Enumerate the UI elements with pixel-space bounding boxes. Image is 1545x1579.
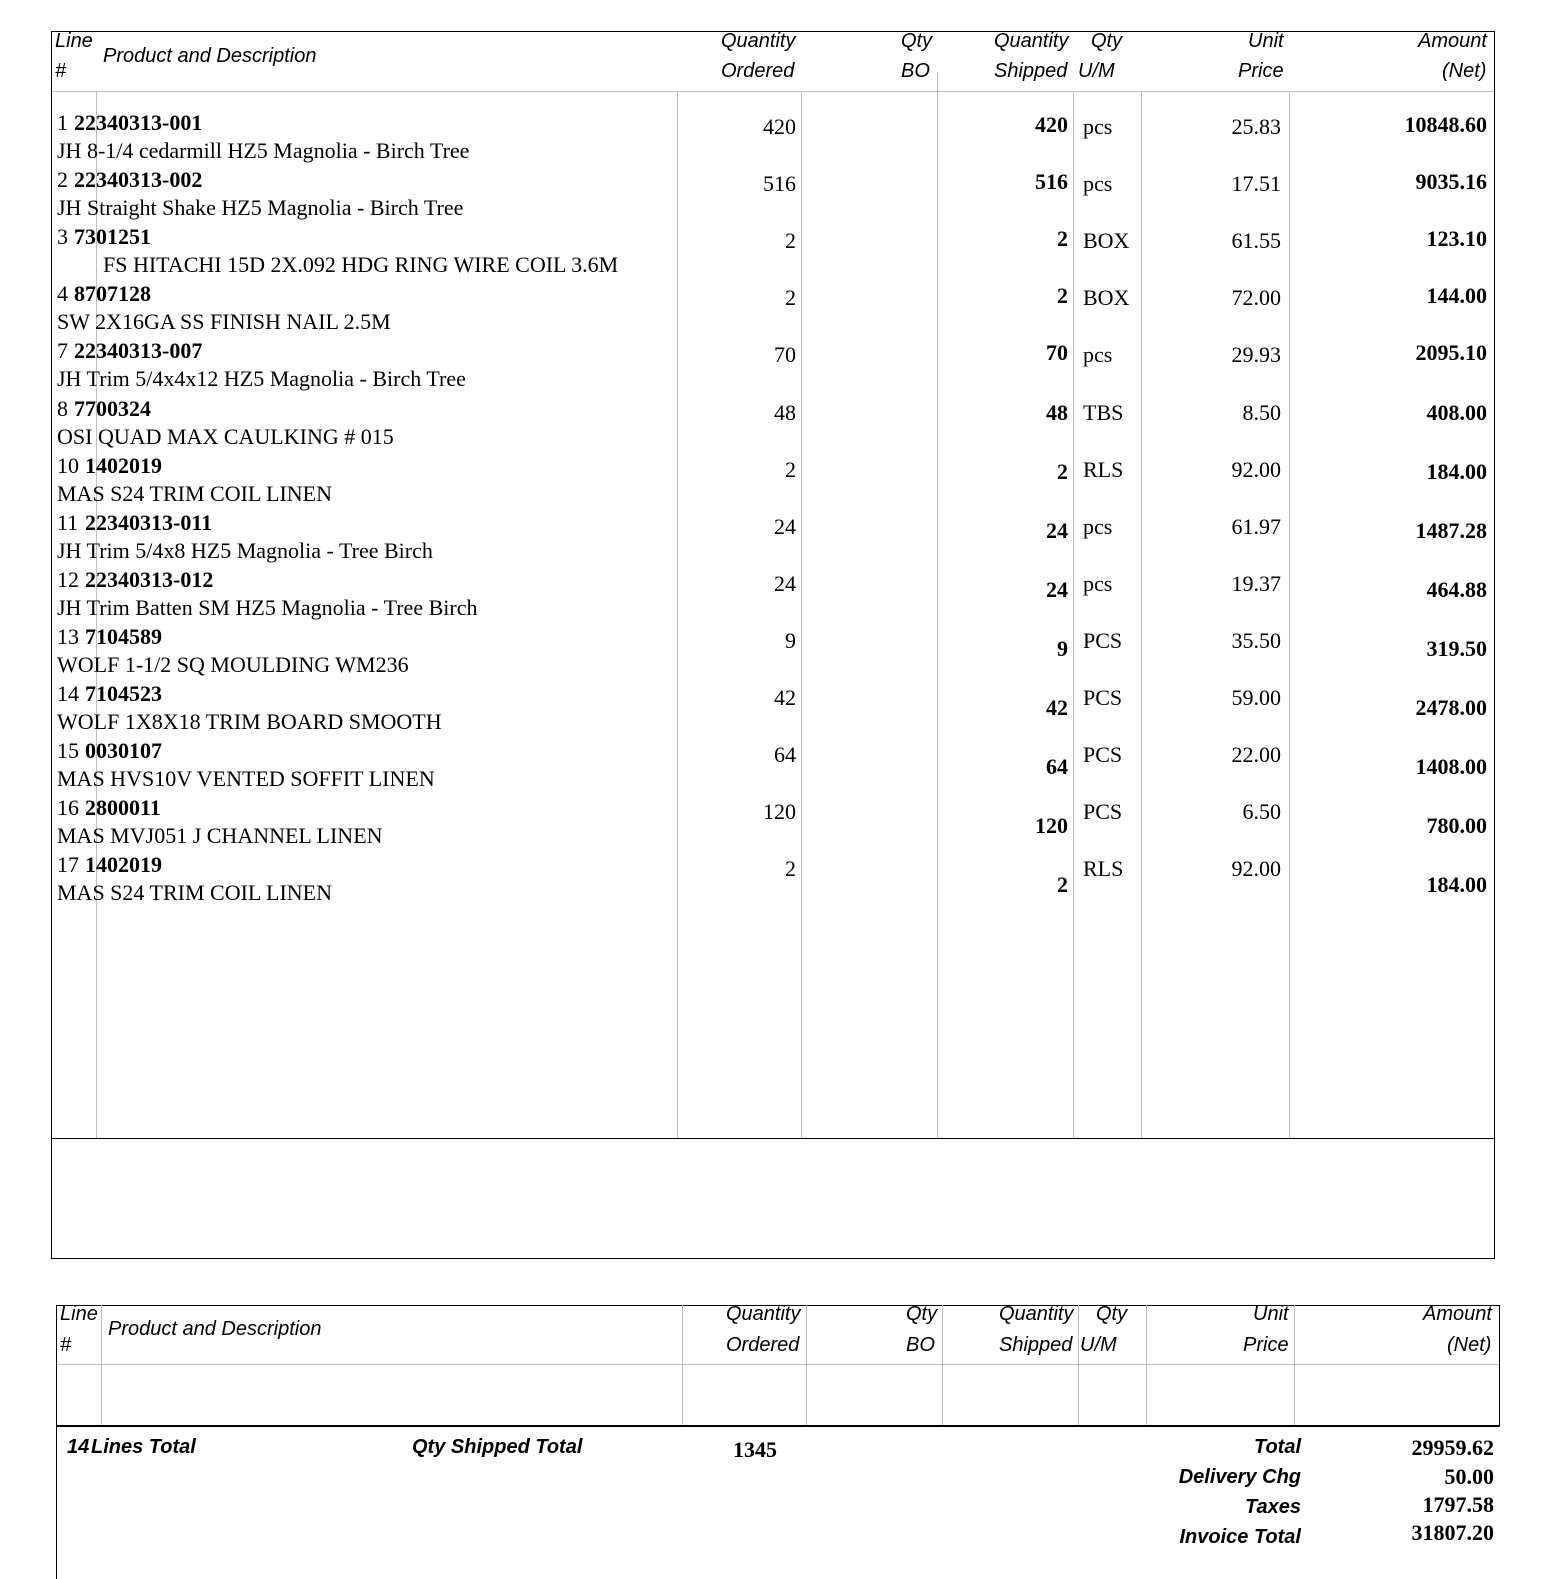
header-qty-shipped-top: Quantity [999,1303,1074,1325]
unit-of-measure: pcs [1083,114,1113,139]
taxes-value: 1797.58 [1422,1492,1494,1517]
unit-of-measure: RLS [1083,457,1124,482]
amount-net: 10848.60 [1404,112,1487,137]
header-qty-ordered-top: Quantity [726,1303,801,1325]
qty-shipped: 516 [1035,169,1068,194]
table-row [0,281,1545,338]
product-code: 1402019 [85,852,162,877]
product-code: 22340313-001 [74,110,203,135]
qty-ordered: 70 [774,342,796,367]
product-description: SW 2X16GA SS FINISH NAIL 2.5M [57,309,391,334]
qty-shipped-total-label: Qty Shipped Total [412,1436,583,1458]
qty-ordered: 420 [763,114,796,139]
product-code: 0030107 [85,738,162,763]
table-row [0,624,1545,681]
header-product: Product and Description [103,45,317,67]
header-amount-bottom: (Net) [1447,1334,1492,1356]
header-unit-price-top: Unit [1248,30,1284,52]
lines-count: 14 [67,1436,90,1458]
amount-net: 1408.00 [1415,754,1487,779]
header-line-top: Line [55,30,93,52]
qty-shipped-total-value: 1345 [733,1437,777,1462]
unit-of-measure: pcs [1083,342,1113,367]
unit-of-measure: BOX [1083,228,1130,253]
qty-shipped: 64 [1046,754,1068,779]
header-qty-shipped-bottom: Shipped [994,60,1068,82]
unit-of-measure: PCS [1083,799,1123,824]
qty-ordered: 9 [785,628,796,653]
header-qty-bo-top: Qty [906,1303,938,1325]
line-number: 11 [57,510,79,535]
line-number: 15 [57,738,79,763]
qty-ordered: 42 [774,685,796,710]
column-divider [1294,1305,1295,1426]
unit-of-measure: BOX [1083,285,1130,310]
table-row [0,110,1545,167]
line-number: 14 [57,681,79,706]
line-number: 8 [57,396,68,421]
qty-shipped: 2 [1057,872,1068,897]
unit-of-measure: TBS [1083,400,1124,425]
amount-net: 319.50 [1426,636,1487,661]
table-row [0,224,1545,281]
product-code: 7301251 [74,224,151,249]
header-unit-price-bottom: Price [1243,1334,1289,1356]
header-um-top: Qty [1091,30,1123,52]
table-row [0,738,1545,795]
header-line-bottom: # [55,60,67,82]
unit-price: 92.00 [1231,457,1281,482]
line-number: 10 [57,453,79,478]
unit-of-measure: PCS [1083,628,1123,653]
line-number: 13 [57,624,79,649]
unit-of-measure: pcs [1083,571,1113,596]
qty-shipped: 24 [1046,577,1068,602]
qty-shipped: 420 [1035,112,1068,137]
product-code: 7104523 [85,681,162,706]
header-qty-bo-bottom: BO [901,60,930,82]
product-description: MAS S24 TRIM COIL LINEN [57,481,333,506]
unit-of-measure: pcs [1083,171,1113,196]
unit-price: 29.93 [1231,342,1281,367]
table-row [0,338,1545,395]
header-amount-top: Amount [1418,30,1487,52]
header-line-bottom: # [60,1334,72,1356]
qty-shipped: 24 [1046,518,1068,543]
product-description: WOLF 1X8X18 TRIM BOARD SMOOTH [57,709,442,734]
table-row [0,167,1545,224]
product-description: WOLF 1-1/2 SQ MOULDING WM236 [57,652,409,677]
unit-price: 8.50 [1242,400,1281,425]
unit-price: 6.50 [1242,799,1281,824]
line-number: 4 [57,281,68,306]
table-row [0,510,1545,567]
column-divider [1078,1305,1079,1426]
header-qty-shipped-bottom: Shipped [999,1334,1073,1356]
header-qty-shipped-top: Quantity [994,30,1069,52]
product-description: JH Trim Batten SM HZ5 Magnolia - Tree Birch [57,595,478,620]
table-row [0,396,1545,453]
header-um-bottom: U/M [1078,60,1115,82]
continuation-bottom-rule [56,1425,1500,1427]
qty-ordered: 64 [774,742,796,767]
table-row [0,453,1545,510]
amount-net: 408.00 [1426,400,1487,425]
column-divider [806,1305,807,1426]
amount-net: 144.00 [1426,283,1487,308]
qty-shipped: 2 [1057,226,1068,251]
product-description: MAS MVJ051 J CHANNEL LINEN [57,823,383,848]
line-number: 1 [57,110,68,135]
qty-ordered: 2 [785,457,796,482]
header-amount-top: Amount [1423,1303,1492,1325]
total-label: Total [1253,1436,1301,1458]
header-qty-ordered-top: Quantity [721,30,796,52]
unit-price: 35.50 [1231,628,1281,653]
header-unit-price-top: Unit [1253,1303,1289,1325]
amount-net: 464.88 [1426,577,1487,602]
product-description: MAS HVS10V VENTED SOFFIT LINEN [57,766,435,791]
amount-net: 184.00 [1426,872,1487,897]
qty-shipped: 2 [1057,459,1068,484]
qty-shipped: 42 [1046,695,1068,720]
table-row [0,795,1545,852]
unit-price: 92.00 [1231,856,1281,881]
line-number: 17 [57,852,79,877]
unit-price: 61.97 [1231,514,1281,539]
line-number: 16 [57,795,79,820]
qty-ordered: 2 [785,228,796,253]
unit-of-measure: pcs [1083,514,1113,539]
line-number: 3 [57,224,68,249]
unit-of-measure: PCS [1083,742,1123,767]
unit-price: 61.55 [1231,228,1281,253]
header-divider [57,1364,1499,1365]
qty-ordered: 516 [763,171,796,196]
qty-ordered: 2 [785,285,796,310]
header-qty-ordered-bottom: Ordered [726,1334,800,1356]
product-code: 22340313-007 [74,338,203,363]
taxes-label: Taxes [1245,1496,1301,1518]
product-description: JH 8-1/4 cedarmill HZ5 Magnolia - Birch Tree [57,138,470,163]
amount-net: 9035.16 [1415,169,1487,194]
product-code: 22340313-011 [85,510,213,535]
column-divider [101,1305,102,1426]
column-divider [682,1305,683,1426]
header-qty-ordered-bottom: Ordered [721,60,795,82]
delivery-label: Delivery Chg [1178,1466,1301,1488]
product-description: MAS S24 TRIM COIL LINEN [57,880,333,905]
header-divider [52,91,1494,92]
column-divider [1146,1305,1147,1426]
product-code: 1402019 [85,453,162,478]
header-product: Product and Description [108,1318,322,1340]
notes-box [51,1138,1495,1259]
product-code: 2800011 [85,795,161,820]
qty-shipped: 2 [1057,283,1068,308]
product-code: 22340313-012 [85,567,214,592]
amount-net: 2478.00 [1415,695,1487,720]
header-um-top: Qty [1096,1303,1128,1325]
qty-shipped: 120 [1035,813,1068,838]
table-row [0,681,1545,738]
qty-ordered: 120 [763,799,796,824]
unit-price: 17.51 [1231,171,1281,196]
invoice-total-label: Invoice Total [1179,1526,1301,1548]
product-description: FS HITACHI 15D 2X.092 HDG RING WIRE COIL 3.6M [103,252,619,277]
product-description: JH Straight Shake HZ5 Magnolia - Birch Tree [57,195,464,220]
unit-price: 19.37 [1231,571,1281,596]
product-description: OSI QUAD MAX CAULKING # 015 [57,424,394,449]
unit-of-measure: RLS [1083,856,1124,881]
product-description: JH Trim 5/4x4x12 HZ5 Magnolia - Birch Tree [57,366,466,391]
qty-ordered: 24 [774,571,796,596]
product-code: 7104589 [85,624,162,649]
header-qty-bo-bottom: BO [906,1334,935,1356]
product-code: 8707128 [74,281,151,306]
qty-shipped: 48 [1046,400,1068,425]
qty-shipped: 70 [1046,340,1068,365]
delivery-value: 50.00 [1444,1464,1494,1489]
qty-ordered: 2 [785,856,796,881]
line-number: 12 [57,567,79,592]
header-um-bottom: U/M [1080,1334,1117,1356]
header-unit-price-bottom: Price [1238,60,1284,82]
amount-net: 184.00 [1426,459,1487,484]
unit-price: 25.83 [1231,114,1281,139]
product-description: JH Trim 5/4x8 HZ5 Magnolia - Tree Birch [57,538,433,563]
column-divider [942,1305,943,1426]
qty-ordered: 24 [774,514,796,539]
qty-ordered: 48 [774,400,796,425]
amount-net: 2095.10 [1415,340,1487,365]
product-code: 22340313-002 [74,167,203,192]
amount-net: 1487.28 [1415,518,1487,543]
amount-net: 780.00 [1426,813,1487,838]
header-line-top: Line [60,1303,98,1325]
unit-price: 59.00 [1231,685,1281,710]
unit-price: 22.00 [1231,742,1281,767]
amount-net: 123.10 [1426,226,1487,251]
product-code: 7700324 [74,396,151,421]
unit-of-measure: PCS [1083,685,1123,710]
header-qty-bo-top: Qty [901,30,933,52]
table-row [0,567,1545,624]
table-row [0,852,1545,909]
invoice-total-value: 31807.20 [1411,1520,1494,1545]
total-value: 29959.62 [1411,1435,1494,1460]
line-number: 2 [57,167,68,192]
qty-shipped: 9 [1057,636,1068,661]
unit-price: 72.00 [1231,285,1281,310]
totals-left-border [56,1426,57,1579]
header-amount-bottom: (Net) [1442,60,1487,82]
line-number: 7 [57,338,68,363]
lines-total-label: Lines Total [91,1436,196,1458]
